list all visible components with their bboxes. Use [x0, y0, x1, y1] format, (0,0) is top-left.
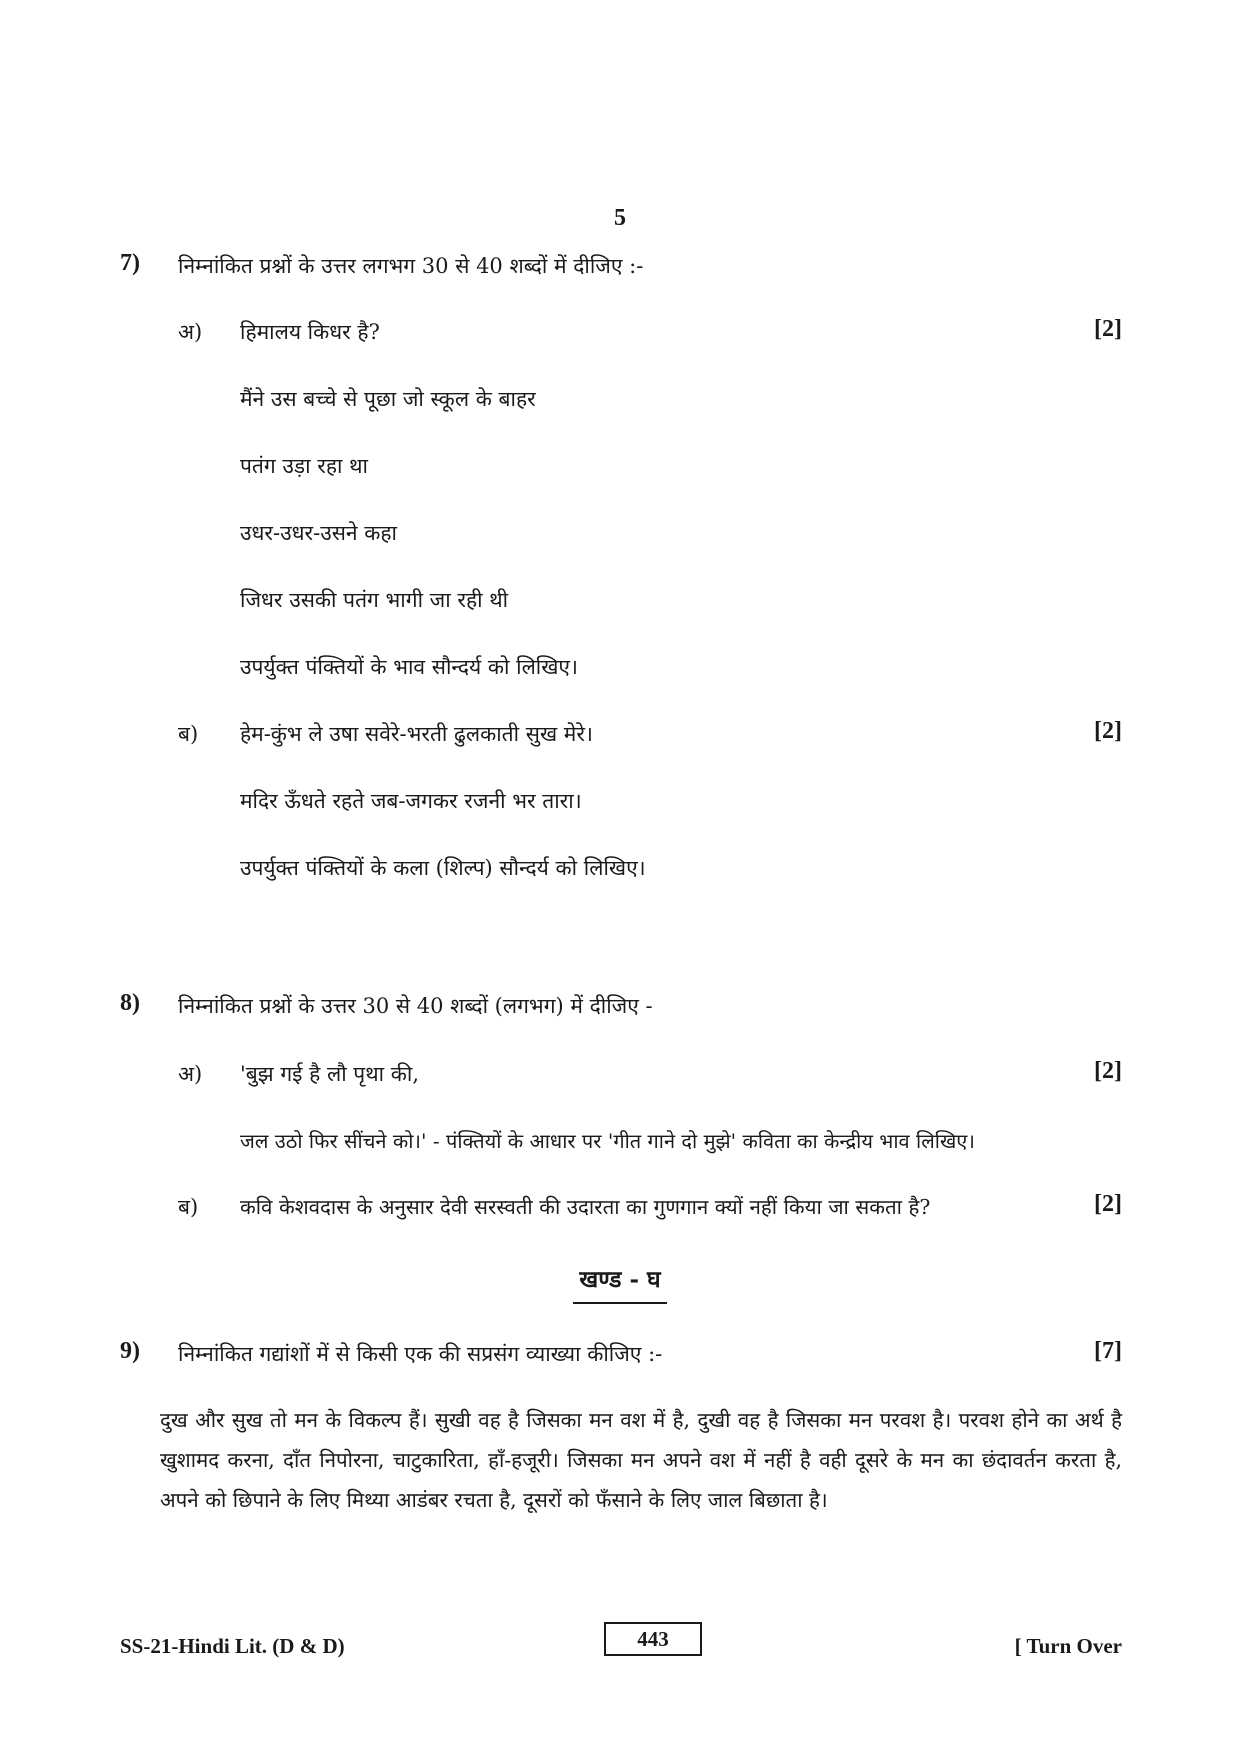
q7a-line-2: पतंग उड़ा रहा था [240, 454, 368, 478]
q7a-text: हिमालय किधर है? [240, 320, 380, 344]
q8a-text: 'बुझ गई है लौ पृथा की, [240, 1062, 420, 1086]
q8a-marks: [2] [1094, 1058, 1122, 1084]
question-9-number: 9) [120, 1338, 140, 1364]
question-9-text: निम्नांकित गद्यांशों में से किसी एक की सप्रसंग व्याख्या कीजिए :- [178, 1342, 663, 1366]
q7a-line-5: उपर्युक्त पंक्तियों के भाव सौन्दर्य को लिखिए। [240, 655, 578, 679]
section-heading [0, 1262, 1240, 1304]
q7b-text: हेम-कुंभ ले उषा सवेरे-भरती ढुलकाती सुख मेरे। [240, 722, 593, 746]
question-8-number: 8) [120, 990, 140, 1016]
question-8-text: निम्नांकित प्रश्नों के उत्तर 30 से 40 शब्दों (लगभग) में दीजिए - [178, 994, 653, 1018]
q7b-line-1: मदिर ऊँधते रहते जब-जगकर रजनी भर तारा। [240, 789, 582, 813]
q7b-marks: [2] [1094, 718, 1122, 744]
q7b-line-2: उपर्युक्त पंक्तियों के कला (शिल्प) सौन्दर्य को लिखिए। [240, 856, 646, 880]
section-heading-text: खण्ड - घ [573, 1262, 666, 1304]
q8b-marks: [2] [1094, 1191, 1122, 1217]
question-7-text: निम्नांकित प्रश्नों के उत्तर लगभग 30 से 40 शब्दों में दीजिए :- [178, 254, 644, 278]
passage-text: दुख और सुख तो मन के विकल्प हैं। सुखी वह है जिसका मन वश में है, दुखी वह है जिसका मन परवश है। परवश होने का अर्थ है खुशामद करना, दाँत निपोरना, चाटुकारिता, हाँ-हजूरी। जिसका मन अपने वश में नहीं है वही दूसरे के मन का छंदावर्तन करता है, अपने को छिपाने के लिए मिथ्या आडंबर रचता है, दूसरों को फँसाने के लिए जाल बिछाता है। [160, 1408, 1122, 1512]
q7a-line-1: मैंने उस बच्चे से पूछा जो स्कूल के बाहर [240, 387, 536, 411]
q7a-line-3: उधर-उधर-उसने कहा [240, 521, 397, 545]
q8a-line-1: जल उठो फिर सींचने को।' - पंक्तियों के आधार पर 'गीत गाने दो मुझे' कविता का केन्द्रीय भाव लिखिए। [240, 1129, 975, 1153]
question-7-number: 7) [120, 250, 140, 276]
q7b-label: ब) [178, 722, 199, 746]
footer-turn-over: [ Turn Over [1014, 1634, 1122, 1658]
q8b-label: ब) [178, 1195, 199, 1219]
question-9-marks: [7] [1094, 1338, 1122, 1364]
q7a-line-4: जिधर उसकी पतंग भागी जा रही थी [240, 588, 509, 612]
footer-paper-code: SS-21-Hindi Lit. (D & D) [120, 1634, 345, 1658]
q8b-text: कवि केशवदास के अनुसार देवी सरस्वती की उदारता का गुणगान क्यों नहीं किया जा सकता है? [240, 1195, 931, 1219]
footer-code-box: 443 [604, 1622, 702, 1656]
q7a-label: अ) [178, 320, 203, 344]
q8a-label: अ) [178, 1062, 203, 1086]
page-number: 5 [614, 205, 626, 231]
q7a-marks: [2] [1094, 316, 1122, 342]
